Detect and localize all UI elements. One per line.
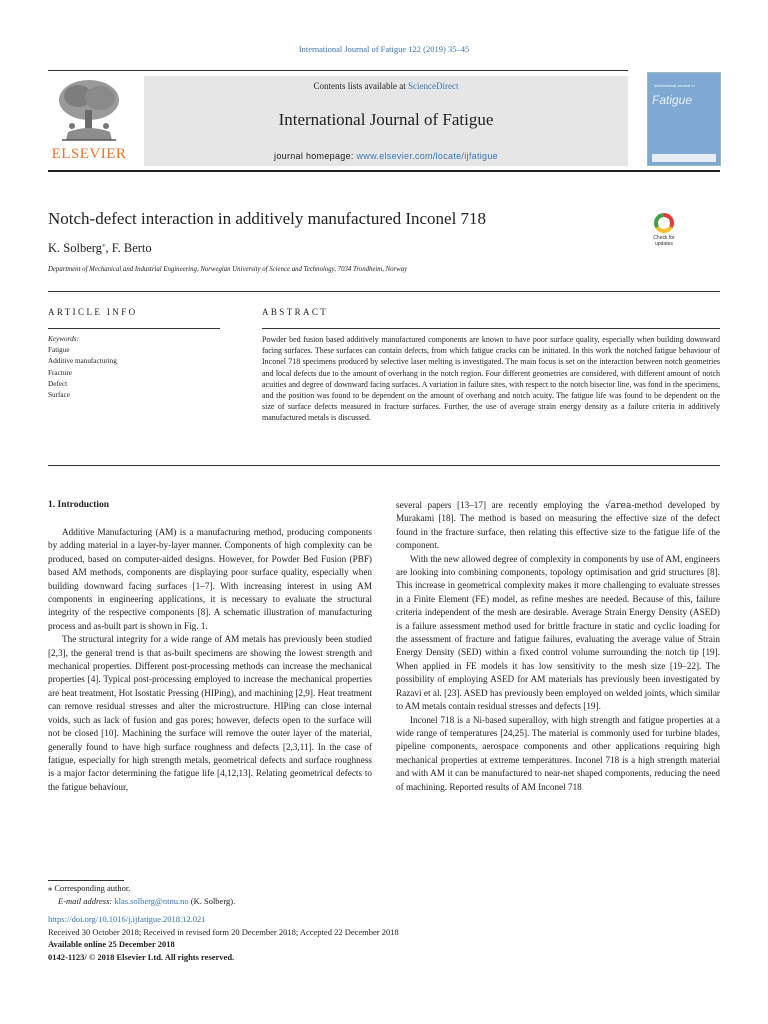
email-link[interactable]: klas.solberg@ntnu.no <box>114 896 189 906</box>
homepage-line <box>144 151 628 161</box>
paper-title: Notch-defect interaction in additively manufactured Inconel 718 <box>48 209 487 228</box>
journal-title: International Journal of Fatigue <box>278 110 494 129</box>
header-divider-top <box>48 70 628 71</box>
paragraph-text: -method developed by Murakami [18]. The method is based on measuring the effective size of the defect found in the fracture surface, then relating this effective size to the fatigue life of the component. <box>396 500 721 551</box>
corresponding-author-mark[interactable]: ⁎ <box>101 241 106 249</box>
journal-cover-image[interactable] <box>647 72 721 166</box>
contents-prefix: Contents lists available at <box>313 81 408 91</box>
paragraph: Inconel 718 is a Ni-based superalloy, with high strength and fatigue properties at a wide range of temperatures [24,25]. The material is commonly used for turbine blades, pipeline components, aerospace components and other applications requiring high mechanical properties at extreme temperatures. Inconel 718 is a high strength material and with AM it can be manufactured to near-net shaped components, reducing the need of machining. Reported results of AM Inconel 718 <box>396 714 720 792</box>
email-line <box>48 895 235 908</box>
paragraph <box>396 499 720 553</box>
check-updates-label: Check for updates <box>653 235 675 247</box>
keywords-list <box>48 334 117 401</box>
abstract-body: Powder bed fusion based additively manufactured components are known to have poor surface quality, especially when building downward facing surfaces. These surfaces can contain defects, from which fatigue cracks can be initiated. In this work the notched fatigue behaviour of Inconel 718 specimens produced by selective laser melting is investigated. The main focus is set on the interaction between notch geometries and local defects due to the amount of overhang in the notch region. Four different geometries are considered, with different amount of notch acuities and degree of downward facing surfaces. A variation in failure sites, with respect to the notch bisector line, was fond in the specimens, and the position was found to be dependent on the amount of overhang and notch acuity. The fatigue life was found to be dependent on the size of surface defects measured in fracture surfaces. Further, the use of average strain energy density as a failure criteria in additively manufactured metals is discussed. <box>262 335 720 423</box>
available-online: Available online 25 December 2018 <box>48 939 175 950</box>
doi-link[interactable]: https://doi.org/10.1016/j.ijfatigue.2018.12.021 <box>48 914 206 924</box>
cover-title: Fatigue <box>652 93 693 107</box>
abstract-divider <box>262 328 720 329</box>
contents-line <box>144 81 628 91</box>
author-rest: , F. Berto <box>105 241 152 256</box>
journal-masthead <box>144 76 628 166</box>
corresponding-author-note: ⁎ Corresponding author. <box>48 883 131 893</box>
article-info-heading: ARTICLE INFO <box>48 307 138 317</box>
keyword-item: Defect <box>48 379 68 388</box>
keyword-item: Fatigue <box>48 346 70 355</box>
section-divider-bottom <box>48 465 720 466</box>
cover-subtitle: International Journal of <box>654 83 695 88</box>
homepage-prefix: journal homepage: <box>274 151 357 161</box>
body-column-left <box>48 526 372 794</box>
header-divider-bottom <box>48 170 720 172</box>
footnote <box>48 882 235 908</box>
cover-footer-band <box>652 154 716 162</box>
abstract-heading: ABSTRACT <box>262 307 329 317</box>
email-label: E-mail address: <box>58 896 115 906</box>
elsevier-tree-icon <box>54 76 124 144</box>
received-dates: Received 30 October 2018; Received in revised form 20 December 2018; Accepted 22 December 2018 <box>48 926 399 937</box>
check-updates-icon <box>654 213 674 233</box>
homepage-link[interactable]: www.elsevier.com/locate/ijfatigue <box>356 151 498 161</box>
section-divider <box>48 291 720 292</box>
keyword-item: Additive manufacturing <box>48 357 117 366</box>
section-heading-introduction: 1. Introduction <box>48 500 110 510</box>
sciencedirect-link[interactable]: ScienceDirect <box>408 81 459 91</box>
keyword-item: Surface <box>48 391 70 400</box>
journal-reference[interactable]: International Journal of Fatigue 122 (2019) 35–45 <box>298 44 470 54</box>
footnote-divider <box>48 880 124 881</box>
body-column-right <box>396 499 720 794</box>
paragraph-text: several papers [13–17] are recently employing the <box>396 500 605 510</box>
author-list <box>48 241 152 256</box>
paragraph: With the new allowed degree of complexity in components by use of AM, engineers are looking into combining components, topology optimisation and grid structures [8]. This increase in geometrical complexity makes it more challenging to evaluate stresses in a Finite Element (FE) model, as refine meshes are needed. Because of this, failure criteria independent of the mesh are desirable. Average Strain Energy Density (ASED) is a failure assessment method used for brittle fracture in static and cyclic loading for the assessment of fracture and fatigue failures, evaluating the average value of Strain Energy Density (SED) within a fixed control volume surrounding the notch tip [19]. When applied in FE models it has low sensitivity to the mesh size [19–22]. The possibility of employing ASED for AM materials has previously been investigated by Razavi et al. [23]. ASED has previously been employed on welded joints, which similar to AM metals contain residual stresses and defects [19]. <box>396 553 720 712</box>
elsevier-logo <box>48 72 130 168</box>
paragraph: Additive Manufacturing (AM) is a manufacturing method, producing components by adding material in a layer-by-layer manner. Components of high complexity can be produced, based on computer-aided designs. However, for Powder Bed Fusion (PBF) based AM methods, components are displaying poor surface quality, especially when building downward facing surfaces [1–7]. With increasing interest in using AM components in engineering applications, it is necessary to evaluate the structural integrity of the respective components [8]. A schematic illustration of manufacturing process and as-built part is shown in Fig. 1. <box>48 527 372 631</box>
paragraph: The structural integrity for a wide range of AM metals has previously been studied [2,3], the general trend is that as-built specimens are showing the lowest strength and mechanical properties. Different post-processing methods can increase the mechanical properties [4]. Typical post-processing employed to increase the mechanical properties are heat treatment, Hot Isostatic Pressing (HIPing), and machining [2,9]. Heat treatment can remove residual stresses and alter the microstructure. HIPing can close internal voids, such as lack of fusion and gas pores; however, defects open to the surface will not be closed [10]. Machining the surface will remove the outer layer of the material, generally found to have high surface roughness and defects [2,3,11]. In the case of fatigue, especially for high strength metals, geometrical defects and surface roughness is a major factor determining the fatigue life [4,12,13]. Relating geometrical defects to the fatigue behaviour, <box>48 634 372 792</box>
elsevier-wordmark: ELSEVIER <box>51 146 127 162</box>
publication-info <box>48 913 399 963</box>
check-for-updates-badge[interactable] <box>646 213 682 249</box>
author-primary: K. Solberg <box>48 241 102 256</box>
keyword-item: Fracture <box>48 368 72 377</box>
article-info-divider <box>48 328 220 329</box>
email-suffix: (K. Solberg). <box>188 896 236 906</box>
copyright-notice: 0142-1123/ © 2018 Elsevier Ltd. All rights reserved. <box>48 951 235 962</box>
sqrt-area-formula: √area <box>604 500 632 511</box>
keywords-label: Keywords: <box>48 335 79 343</box>
author-affiliation: Department of Mechanical and Industrial Engineering, Norwegian University of Science and Technology, 7034 Trondheim, Norway <box>48 266 408 273</box>
